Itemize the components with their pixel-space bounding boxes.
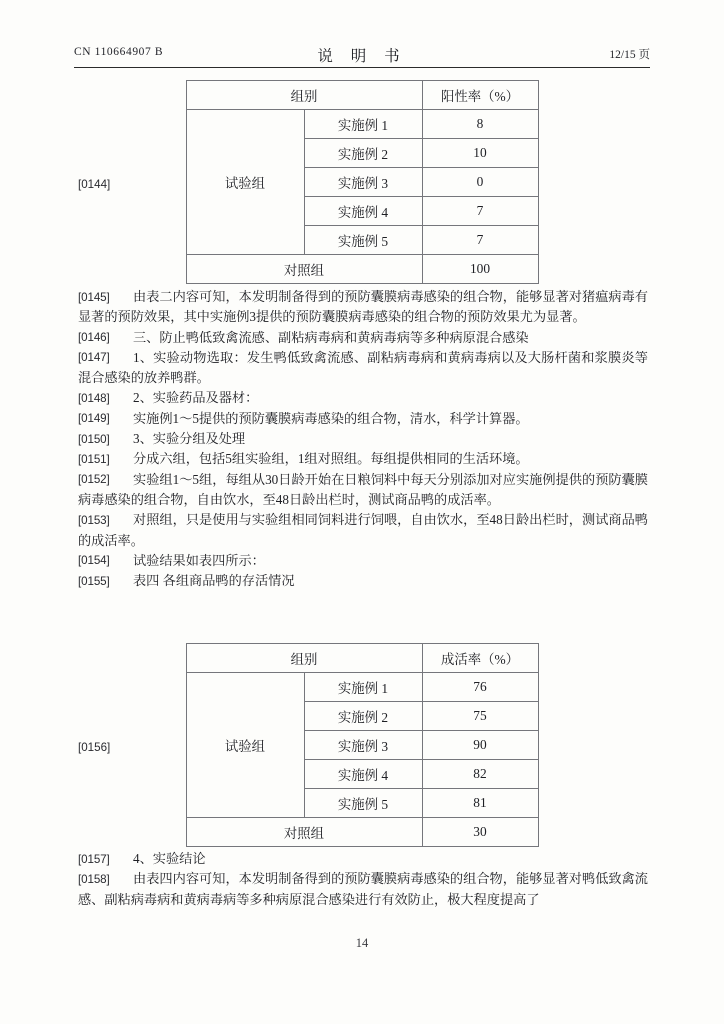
group-label-control: 对照组	[186, 818, 422, 847]
paragraph-0145	[0, 287, 724, 328]
table-two-marker: [0144]	[78, 178, 111, 191]
table-four-marker: [0156]	[78, 741, 111, 754]
case-value: 81	[422, 789, 538, 818]
case-label: 实施例 3	[304, 168, 422, 197]
paragraph-marker: [0152]	[78, 473, 110, 487]
column-header-rate: 阳性率（%）	[422, 81, 538, 110]
body-text-lower	[0, 849, 724, 910]
paragraph-0150	[0, 429, 724, 449]
paragraph-0152	[0, 470, 724, 511]
column-header-rate: 成活率（%）	[422, 644, 538, 673]
paragraph-text: 三、防止鸭低致禽流感、副粘病毒病和黄病毒病等多种病原混合感染	[133, 329, 529, 345]
paragraph-0157	[0, 849, 724, 869]
case-label: 实施例 2	[304, 139, 422, 168]
paragraph-text: 2、实验药品及器材：	[133, 390, 259, 406]
control-value: 30	[422, 818, 538, 847]
group-label-test: 试验组	[186, 673, 304, 818]
case-value: 82	[422, 760, 538, 789]
paragraph-marker: [0147]	[78, 351, 110, 365]
case-label: 实施例 4	[304, 197, 422, 226]
paragraph-marker: [0153]	[78, 513, 110, 527]
paragraph-0158	[0, 869, 724, 910]
paragraph-marker: [0154]	[78, 554, 110, 568]
control-value: 100	[422, 255, 538, 284]
paragraph-marker: [0145]	[78, 290, 110, 304]
column-header-group: 组别	[186, 81, 422, 110]
document-type-title: 说 明 书	[317, 48, 407, 65]
table-two-positive-rate	[186, 80, 539, 284]
paragraph-0151	[0, 449, 724, 469]
paragraph-marker: [0155]	[78, 574, 110, 588]
paragraph-marker: [0148]	[78, 391, 110, 405]
case-value: 75	[422, 702, 538, 731]
case-label: 实施例 3	[304, 731, 422, 760]
case-value: 76	[422, 673, 538, 702]
paragraph-text: 4、实验结论	[133, 851, 206, 866]
paragraph-0153	[0, 510, 724, 551]
case-label: 实施例 5	[304, 789, 422, 818]
paragraph-text: 分成六组，包括5组实验组，1组对照组。每组提供相同的生活环境。	[133, 451, 529, 467]
case-label: 实施例 1	[304, 110, 422, 139]
group-label-control: 对照组	[186, 255, 422, 284]
group-label-test: 试验组	[186, 110, 304, 255]
paragraph-text: 1、实验动物选取：发生鸭低致禽流感、副粘病毒病和黄病毒病以及大肠杆菌和浆膜炎等混合感染的放养鸭群。	[78, 349, 648, 386]
case-label: 实施例 4	[304, 760, 422, 789]
paragraph-marker: [0157]	[78, 852, 110, 866]
footer-page-number: 14	[355, 936, 369, 950]
paragraph-0155-table-caption	[0, 571, 724, 591]
table-row-header	[186, 81, 538, 110]
case-value: 8	[422, 110, 538, 139]
case-label: 实施例 1	[304, 673, 422, 702]
paragraph-marker: [0158]	[78, 872, 110, 886]
body-text-upper	[0, 287, 724, 591]
paragraph-text: 实验组1～5组，每组从30日龄开始在日粮饲料中每天分别添加对应实施例提供的预防囊膜病毒感染的组合物，自由饮水，至48日龄出栏时，测试商品鸭的成活率。	[78, 471, 648, 507]
paragraph-text: 对照组，只是使用与实验组相同饲料进行饲喂，自由饮水，至48日龄出栏时，测试商品鸭的成活率。	[78, 512, 648, 548]
paragraph-0149	[0, 409, 724, 429]
paragraph-text: 由表四内容可知，本发明制备得到的预防囊膜病毒感染的组合物，能够显著对鸭低致禽流感、副粘病毒病和黄病毒病等多种病原混合感染进行有效防止，极大程度提高了	[78, 871, 648, 907]
case-value: 90	[422, 731, 538, 760]
paragraph-text: 试验结果如表四所示：	[133, 552, 265, 568]
paragraph-marker: [0151]	[78, 452, 110, 466]
paragraph-0146	[0, 328, 724, 348]
page-of-total: 12/15 页	[609, 49, 650, 61]
case-value: 10	[422, 139, 538, 168]
case-value: 7	[422, 197, 538, 226]
table-four-survival-rate	[186, 643, 539, 847]
table-row-header	[186, 644, 538, 673]
paragraph-text: 3、实验分组及处理	[133, 431, 246, 447]
paragraph-marker: [0150]	[78, 432, 110, 446]
page-header	[74, 44, 650, 68]
table-two-block	[0, 80, 724, 284]
paragraph-0147	[0, 348, 724, 389]
table-row-control	[186, 818, 538, 847]
paragraph-text: 实施例1～5提供的预防囊膜病毒感染的组合物，清水，科学计算器。	[133, 410, 529, 426]
table-four-caption: 表四 各组商品鸭的存活情况	[133, 573, 295, 589]
paragraph-marker: [0146]	[78, 331, 110, 345]
case-value: 0	[422, 168, 538, 197]
paragraph-0154	[0, 551, 724, 571]
table-four-block	[0, 643, 724, 847]
paragraph-0148	[0, 388, 724, 408]
table-row-control	[186, 255, 538, 284]
case-label: 实施例 2	[304, 702, 422, 731]
paragraph-marker: [0149]	[78, 412, 110, 426]
case-label: 实施例 5	[304, 226, 422, 255]
table-row	[186, 673, 538, 702]
paragraph-text: 由表二内容可知，本发明制备得到的预防囊膜病毒感染的组合物，能够显著对猪瘟病毒有显著的预防效果，其中实施例3提供的预防囊膜病毒感染的组合物的预防效果尤为显著。	[78, 289, 648, 325]
table-row	[186, 110, 538, 139]
patent-number: CN 110664907 B	[74, 46, 164, 58]
column-header-group: 组别	[186, 644, 422, 673]
case-value: 7	[422, 226, 538, 255]
